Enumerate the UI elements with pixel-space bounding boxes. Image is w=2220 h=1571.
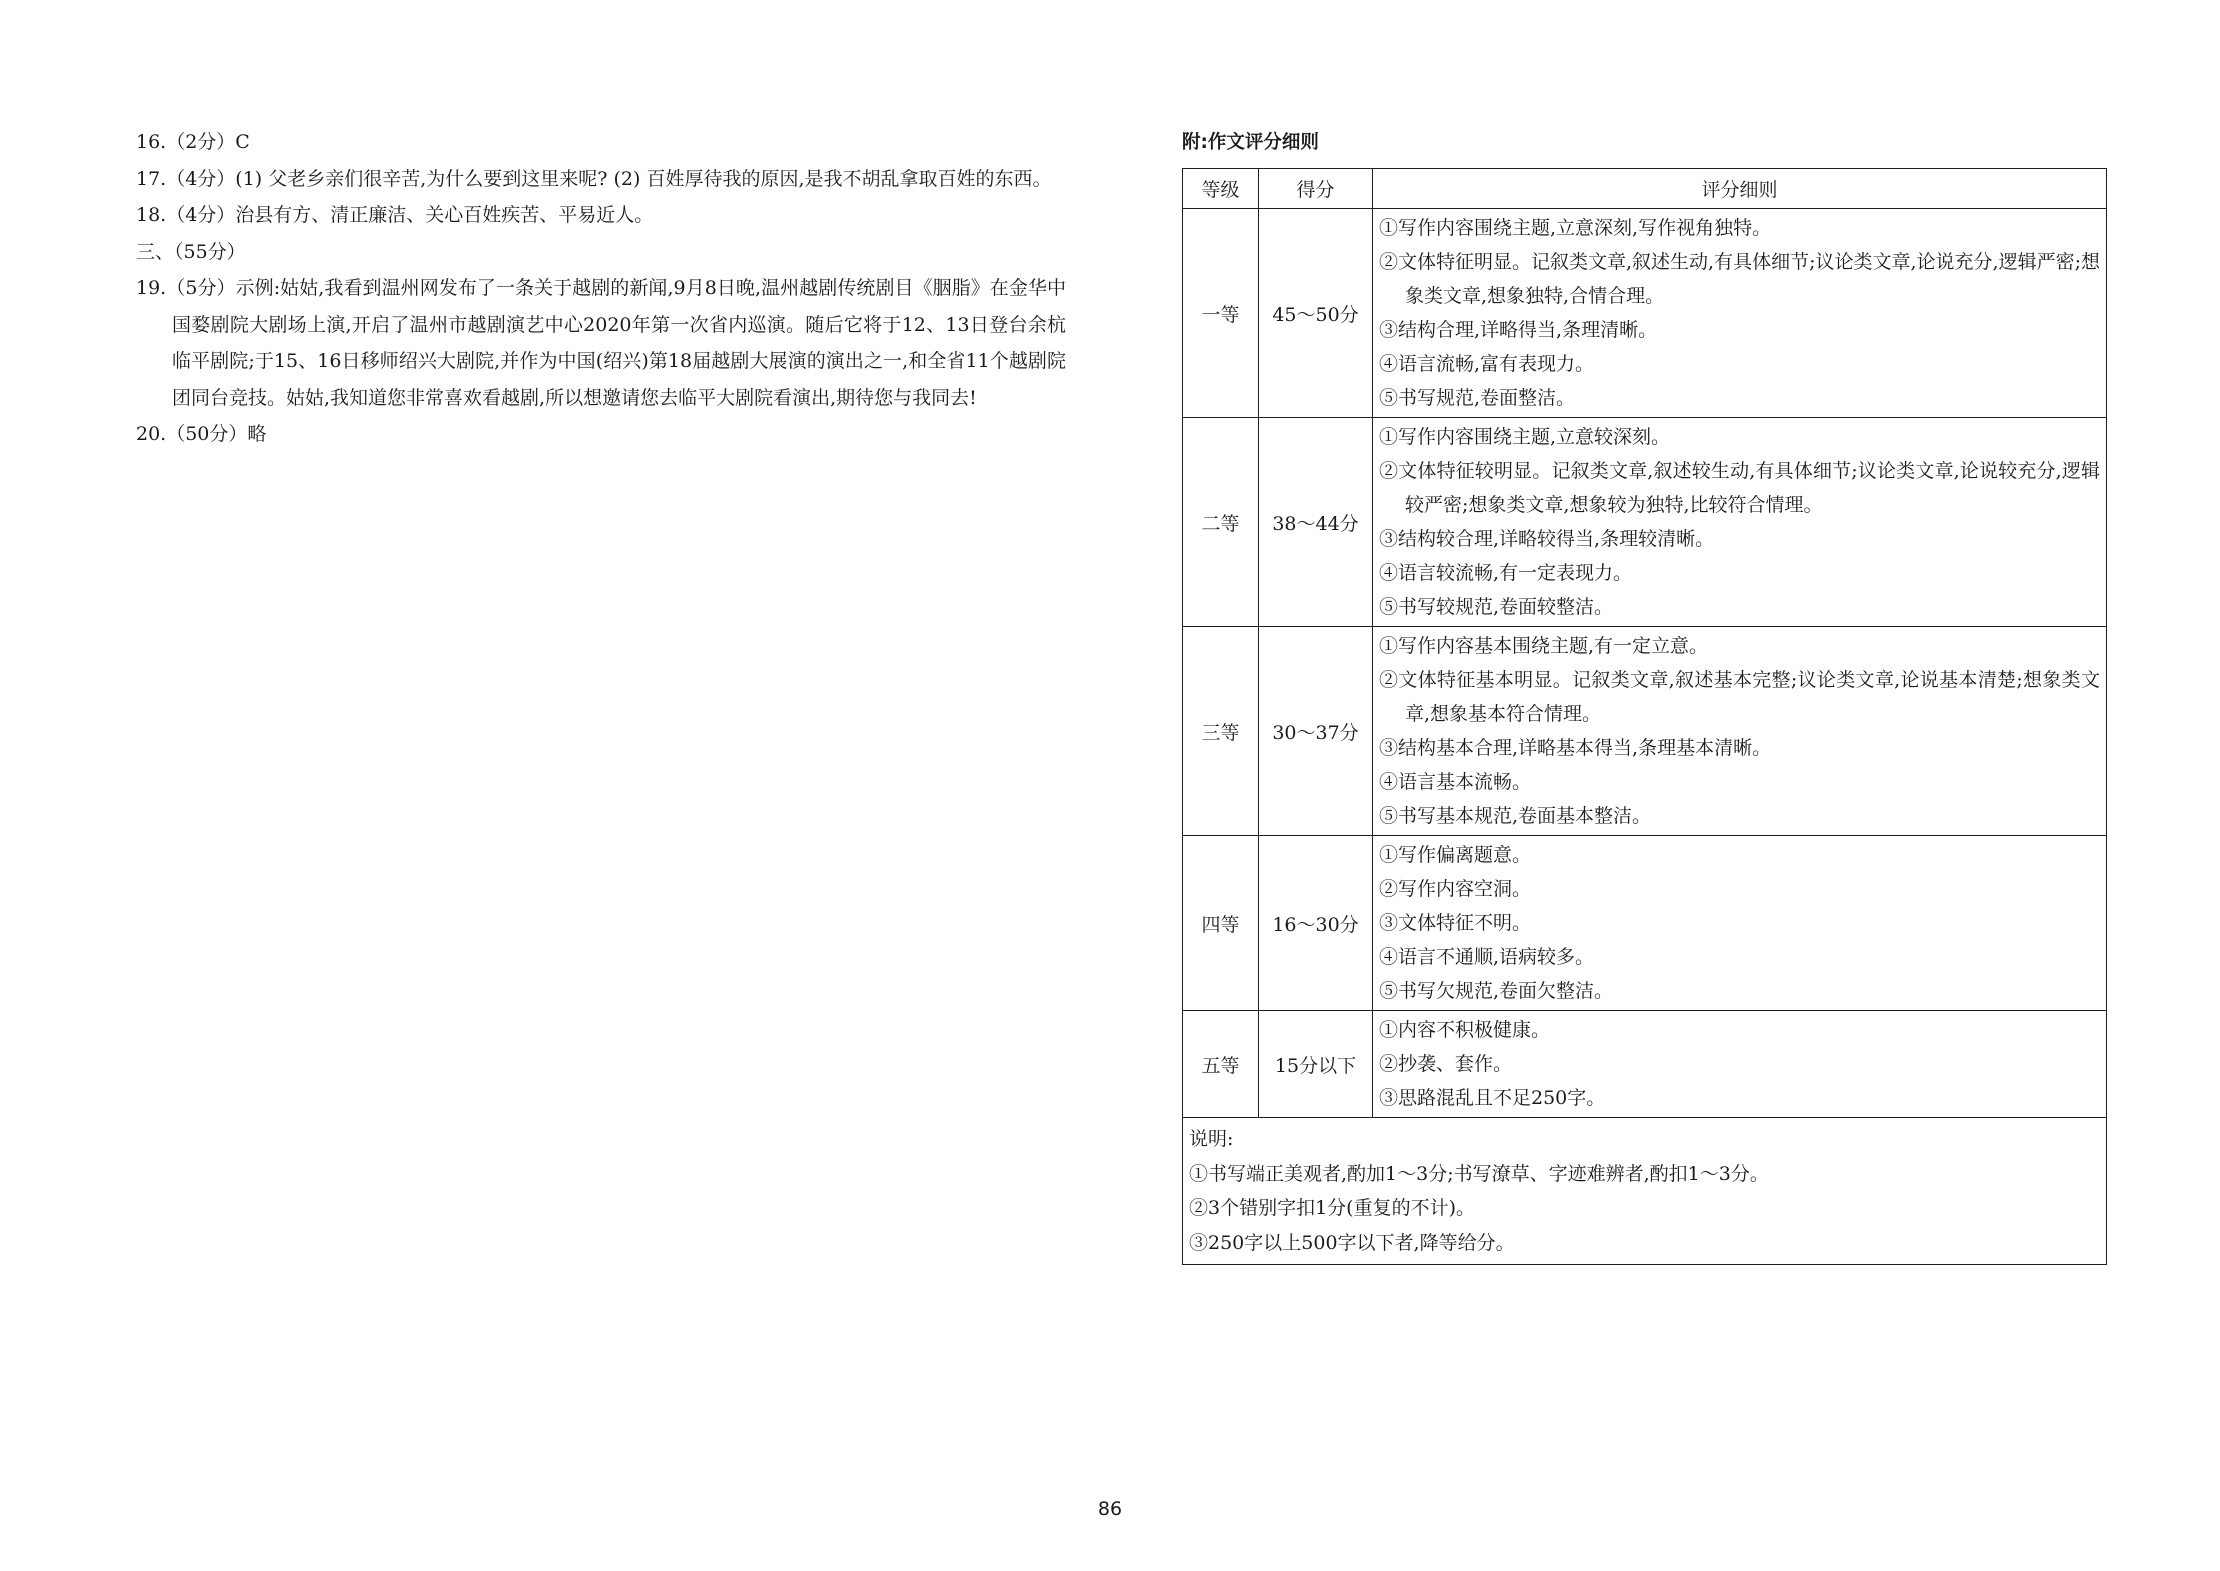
- notes-heading: 说明:: [1189, 1128, 1234, 1150]
- criteria-item: ②抄袭、套作。: [1379, 1053, 1513, 1075]
- table-row: [1183, 209, 2107, 418]
- criteria-item: ②文体特征基本明显。记叙类文章,叙述基本完整;议论类文章,论说基本清楚;想象类文章,想象基本符合情理。: [1379, 669, 2100, 725]
- criteria-item: ①写作内容围绕主题,立意深刻,写作视角独特。: [1379, 217, 1772, 239]
- criteria-item: ①写作内容围绕主题,立意较深刻。: [1379, 426, 1671, 448]
- score-cell: 16～30分: [1259, 836, 1373, 1011]
- criteria-item: ③结构合理,详略得当,条理清晰。: [1379, 319, 1658, 341]
- criteria-item: ①写作内容基本围绕主题,有一定立意。: [1379, 635, 1709, 657]
- grade-cell: 五等: [1183, 1011, 1259, 1118]
- criteria-item: ④语言基本流畅。: [1379, 771, 1532, 793]
- score-cell: 45～50分: [1259, 209, 1373, 418]
- criteria-cell: [1373, 1011, 2107, 1118]
- appendix-title: 附:作文评分细则: [1182, 132, 1319, 153]
- note-item: ①书写端正美观者,酌加1～3分;书写潦草、字迹难辨者,酌扣1～3分。: [1189, 1162, 1769, 1185]
- grade-cell: 四等: [1183, 836, 1259, 1011]
- criteria-item: ④语言不通顺,语病较多。: [1379, 946, 1595, 968]
- header-score: 得分: [1259, 169, 1373, 209]
- header-criteria: 评分细则: [1373, 169, 2107, 209]
- criteria-item: ②文体特征较明显。记叙类文章,叙述较生动,有具体细节;议论类文章,论说较充分,逻辑较严密;想象类文章,想象较为独特,比较符合情理。: [1379, 460, 2100, 516]
- criteria-item: ⑤书写欠规范,卷面欠整洁。: [1379, 980, 1614, 1002]
- criteria-item: ③文体特征不明。: [1379, 912, 1532, 934]
- grade-cell: 二等: [1183, 418, 1259, 627]
- criteria-item: ④语言较流畅,有一定表现力。: [1379, 562, 1633, 584]
- table-row: [1183, 627, 2107, 836]
- criteria-cell: [1373, 209, 2107, 418]
- criteria-cell: [1373, 836, 2107, 1011]
- grade-cell: 三等: [1183, 627, 1259, 836]
- notes-row: [1183, 1118, 2107, 1265]
- score-cell: 30～37分: [1259, 627, 1373, 836]
- criteria-item: ①写作偏离题意。: [1379, 844, 1532, 866]
- criteria-item: ③结构较合理,详略较得当,条理较清晰。: [1379, 528, 1715, 550]
- criteria-item: ①内容不积极健康。: [1379, 1019, 1551, 1041]
- criteria-item: ④语言流畅,富有表现力。: [1379, 353, 1595, 375]
- table-header-row: [1183, 169, 2107, 209]
- appendix-section: [1182, 128, 2107, 1265]
- criteria-cell: [1373, 418, 2107, 627]
- criteria-cell: [1373, 627, 2107, 836]
- answer-16: 16.（2分）C: [136, 131, 250, 153]
- page-number: 86: [1097, 1498, 1123, 1520]
- table-row: [1183, 836, 2107, 1011]
- notes-cell: [1183, 1118, 2107, 1265]
- answer-section: [136, 124, 1066, 453]
- note-item: ③250字以上500字以下者,降等给分。: [1189, 1231, 1515, 1254]
- table-row: [1183, 418, 2107, 627]
- answer-17: 17.（4分）(1) 父老乡亲们很辛苦,为什么要到这里来呢? (2) 百姓厚待我的原因,是我不胡乱拿取百姓的东西。: [136, 167, 1052, 190]
- criteria-item: ⑤书写规范,卷面整洁。: [1379, 387, 1576, 409]
- note-item: ②3个错别字扣1分(重复的不计)。: [1189, 1197, 1476, 1219]
- grade-cell: 一等: [1183, 209, 1259, 418]
- criteria-item: ③结构基本合理,详略基本得当,条理基本清晰。: [1379, 737, 1772, 759]
- score-cell: 38～44分: [1259, 418, 1373, 627]
- answer-18: 18.（4分）治县有方、清正廉洁、关心百姓疾苦、平易近人。: [136, 204, 654, 226]
- header-grade: 等级: [1183, 169, 1259, 209]
- criteria-item: ③思路混乱且不足250字。: [1379, 1087, 1606, 1109]
- score-cell: 15分以下: [1259, 1011, 1373, 1118]
- criteria-item: ②写作内容空洞。: [1379, 878, 1532, 900]
- table-row: [1183, 1011, 2107, 1118]
- criteria-item: ⑤书写基本规范,卷面基本整洁。: [1379, 805, 1652, 827]
- criteria-item: ⑤书写较规范,卷面较整洁。: [1379, 596, 1614, 618]
- scoring-rubric-table: [1182, 168, 2107, 1265]
- criteria-item: ②文体特征明显。记叙类文章,叙述生动,有具体细节;议论类文章,论说充分,逻辑严密;想象类文章,想象独特,合情合理。: [1379, 251, 2100, 307]
- section-three-heading: 三、（55分）: [136, 240, 246, 263]
- answer-20: 20.（50分）略: [136, 423, 267, 445]
- answer-19: 19.（5分）示例:姑姑,我看到温州网发布了一条关于越剧的新闻,9月8日晚,温州越剧传统剧目《胭脂》在金华中国婺剧院大剧场上演,开启了温州市越剧演艺中心2020年第一次省内巡演。随后它将于12、13日登台余杭临平剧院;于15、16日移师绍兴大剧院,并作为中国(绍兴)第18届越剧大展演的演出之一,和全省11个越剧院团同台竞技。姑姑,我知道您非常喜欢看越剧,所以想邀请您去临平大剧院看演出,期待您与我同去!: [136, 277, 1066, 409]
